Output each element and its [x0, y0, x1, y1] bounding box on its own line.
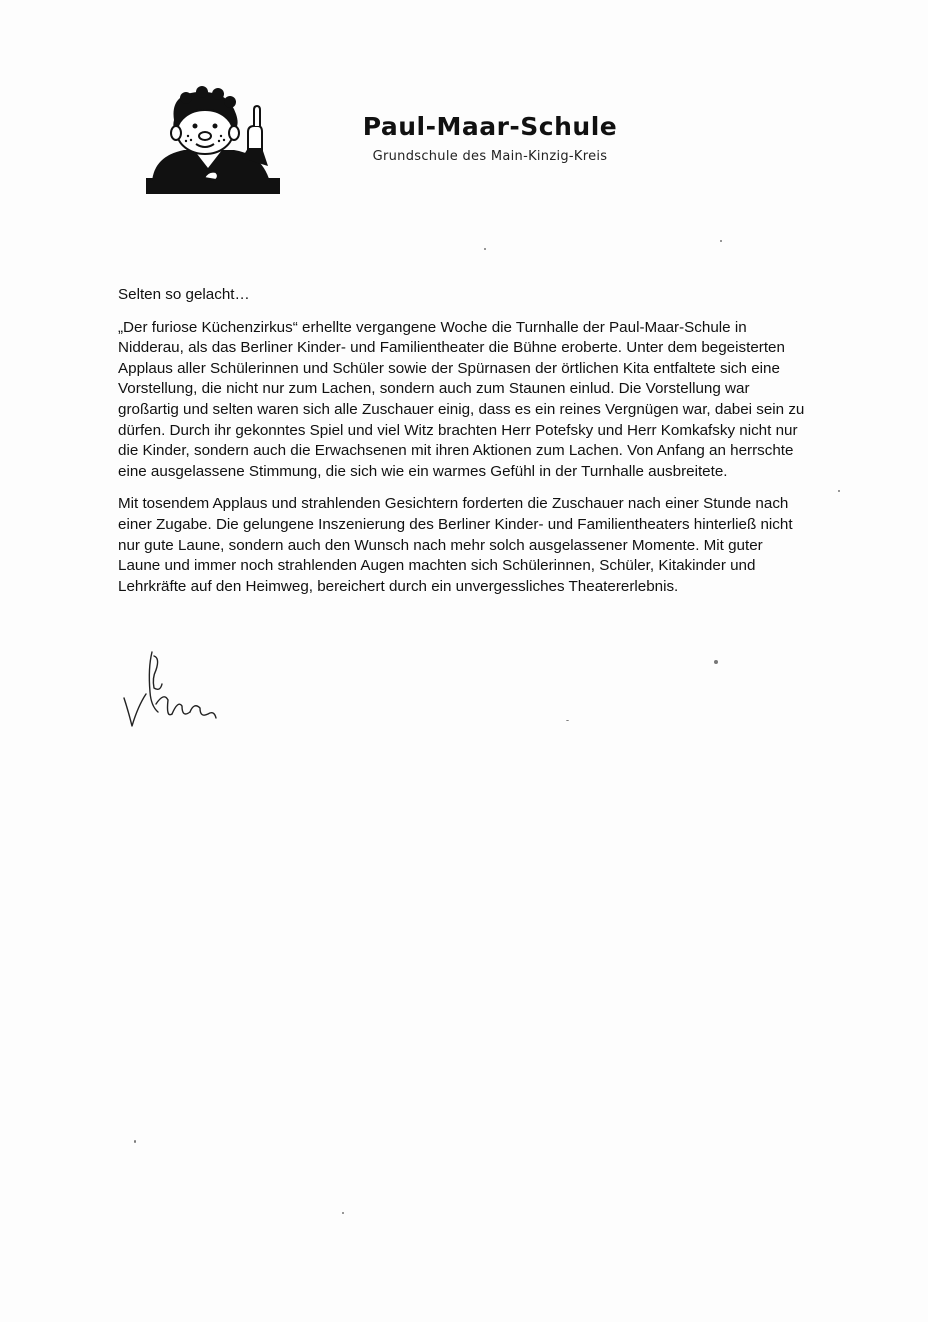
handwritten-signature-icon [120, 648, 230, 733]
scan-speck [838, 490, 840, 492]
paragraph-1: „Der furiose Küchenzirkus“ erhellte vergangene Woche die Turnhalle der Paul-Maar-Schule in Nidderau, als das Berliner Kinder- und Familientheater die Bühne eroberte. Unter dem begeisterten Applaus aller Schülerinnen und Schüler sowie der Spürnasen der örtlichen Kita entfaltete sich eine Vorstellung, die nicht nur zum Lachen, sondern auch zum Staunen einlud. Die Vorstellung war großartig und selten waren sich alle Zuschauer einig, dass es ein reines Vergnügen war, dabei sein zu dürfen. Durch ihr gekonntes Spiel und viel Witz brachten Herr Potefsky und Herr Komkafsky nicht nur die Kinder, sondern auch die Erwachsenen mit ihren Aktionen zum Lachen. Von Anfang an herrschte eine ausgelassene Stimmung, die sich wie ein warmes Gefühl in der Turnhalle ausbreitete. [118, 318, 805, 480]
letterhead [330, 112, 650, 164]
school-subtitle: Grundschule des Main-Kinzig-Kreis [372, 149, 608, 164]
scan-speck [134, 1140, 136, 1143]
scan-speck [484, 248, 486, 250]
scan-speck [566, 720, 569, 721]
letter-body [118, 285, 808, 609]
salutation: Selten so gelacht… [118, 286, 250, 303]
school-name: Paul-Maar-Schule [362, 112, 618, 141]
scan-speck [714, 660, 718, 664]
boy-raising-finger-icon [144, 86, 280, 196]
scan-speck [720, 240, 722, 242]
paragraph-2: Mit tosendem Applaus und strahlenden Gesichtern forderten die Zuschauer nach einer Stunde nach einer Zugabe. Die gelungene Inszenierung des Berliner Kinder- und Familientheaters hinterließ nicht nur gute Laune, sondern auch den Wunsch nach mehr solch ausgelassener Momente. Mit guter Laune und immer noch strahlenden Augen machten sich Schülerinnen, Schüler, Kitakinder und Lehrkräfte auf den Heimweg, bereichert durch ein unvergessliches Theatererlebnis. [118, 495, 793, 595]
scan-speck [342, 1212, 344, 1214]
